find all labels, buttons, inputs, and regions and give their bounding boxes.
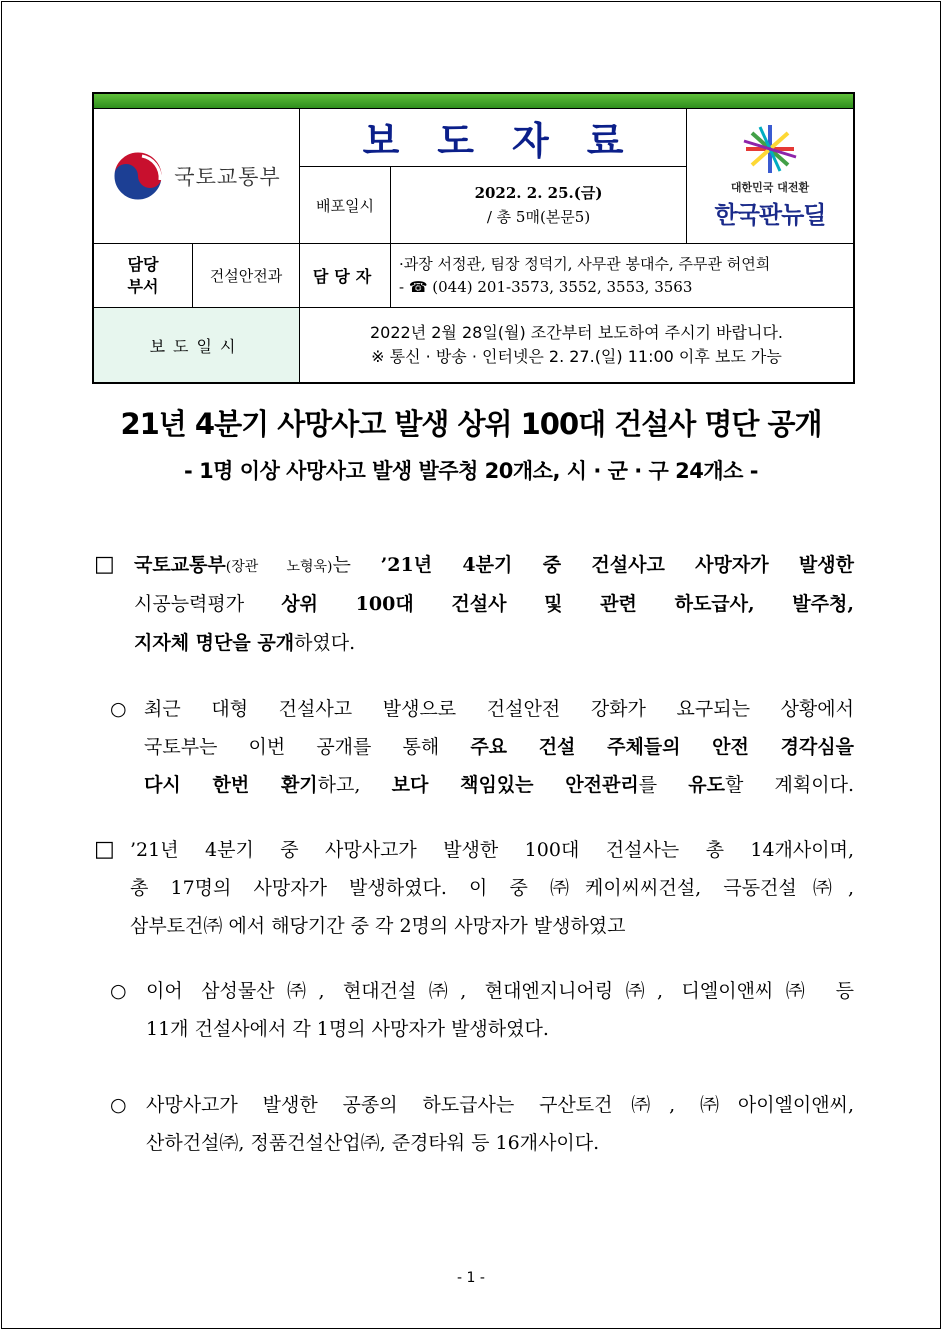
paragraph-3-line-1: ’21년 4분기 중 사망사고가 발생한 100대 건설사는 총 14개사이며, — [130, 839, 854, 861]
ministry-name: 국토교통부 — [174, 165, 281, 189]
paragraph-1 — [94, 546, 856, 666]
paragraph-1-line-1: 국토교통부(장관 노형욱)는 ’21년 4분기 중 건설사고 사망자가 발생한 — [134, 554, 854, 576]
circle-bullet: ○ — [110, 980, 127, 1002]
paragraph-5-line-1: 사망사고가 발생한 공종의 하도급사는 구산토건㈜, ㈜아이엘이앤씨, — [146, 1094, 854, 1116]
manager-label: 담당자 — [312, 267, 378, 286]
report-date-line2: ※ 통신 · 방송 · 인터넷은 2. 27.(일) 11:00 이후 보도 가능 — [371, 347, 782, 366]
department-label-line1: 담당 — [127, 254, 159, 274]
paragraph-3 — [94, 831, 856, 951]
press-release-header — [92, 92, 855, 384]
manager-phones: - ☎ (044) 201-3573, 3552, 3553, 3563 — [399, 277, 693, 296]
paragraph-5 — [110, 1086, 856, 1166]
distribution-pages: / 총 5매(본문5) — [486, 208, 591, 226]
new-deal-logo-icon — [740, 123, 800, 175]
sub-headline: - 1명 이상 사망사고 발생 발주청 20개소, 시 · 군 · 구 24개소 - — [184, 459, 758, 483]
headline: 21년 4분기 사망사고 발생 상위 100대 건설사 명단 공개 — [120, 407, 822, 441]
report-date-label: 보도일시 — [94, 308, 299, 382]
document-page — [1, 1, 941, 1329]
report-date-value — [300, 308, 853, 382]
paragraph-1-line-3: 지자체 명단을 공개하였다. — [134, 632, 356, 654]
report-date-line1: 2022년 2월 28일(월) 조간부터 보도하여 주시기 바랍니다. — [369, 323, 783, 342]
distribution-date: 2022. 2. 25.(금) — [474, 184, 603, 202]
department-label-line2: 부서 — [127, 276, 159, 296]
paragraph-2-line-1: 최근 대형 건설사고 발생으로 건설안전 강화가 요구되는 상황에서 — [144, 698, 854, 720]
circle-bullet: ○ — [110, 698, 127, 720]
manager-value — [391, 244, 853, 307]
paragraph-5-line-2: 산하건설㈜, 정품건설산업㈜, 준경타워 등 16개사이다. — [146, 1132, 600, 1154]
brand-slogan: 대한민국 대전환 — [730, 180, 810, 194]
paragraph-3-line-2: 총 17명의 사망자가 발생하였다. 이 중 ㈜케이씨씨건설, 극동건설㈜, — [130, 877, 854, 899]
taegeuk-icon — [112, 150, 164, 202]
doc-title-cell — [300, 109, 686, 166]
paragraph-2-line-2: 국토부는 이번 공개를 통해 주요 건설 주체들의 안전 경각심을 — [144, 736, 854, 758]
brand-name: 한국판뉴딜 — [714, 200, 826, 229]
ministry-logo-cell — [94, 109, 299, 243]
page-number: - 1 - — [457, 1270, 485, 1286]
square-bullet: □ — [94, 837, 115, 862]
paragraph-1-line-2: 시공능력평가 상위 100대 건설사 및 관련 하도급사, 발주청, — [134, 593, 854, 615]
ministry-logo — [112, 150, 280, 202]
department-label — [94, 244, 192, 307]
circle-bullet: ○ — [110, 1094, 127, 1116]
paragraph-4 — [110, 972, 856, 1052]
distribution-label: 배포일시 — [316, 196, 374, 215]
department-value: 건설안전과 — [209, 267, 283, 285]
header-green-bar — [94, 94, 853, 109]
paragraph-4-line-1: 이어 삼성물산㈜, 현대건설㈜, 현대엔지니어링㈜, 디엘이앤씨㈜ 등 — [146, 980, 854, 1002]
paragraph-2 — [110, 690, 856, 810]
paragraph-3-line-3: 삼부토건㈜ 에서 해당기간 중 각 2명의 사망자가 발생하였고 — [130, 915, 626, 937]
paragraph-2-line-3: 다시 한번 환기하고, 보다 책임있는 안전관리를 유도할 계획이다. — [144, 774, 854, 796]
paragraph-4-line-2: 11개 건설사에서 각 1명의 사망자가 발생하였다. — [146, 1018, 549, 1040]
new-deal-brand — [687, 109, 853, 243]
manager-names: ·과장 서정관, 팀장 정덕기, 사무관 봉대수, 주무관 허연희 — [399, 254, 771, 273]
distribution-value — [391, 167, 686, 243]
doc-title: 보도자료 — [362, 119, 662, 163]
square-bullet: □ — [94, 552, 115, 577]
